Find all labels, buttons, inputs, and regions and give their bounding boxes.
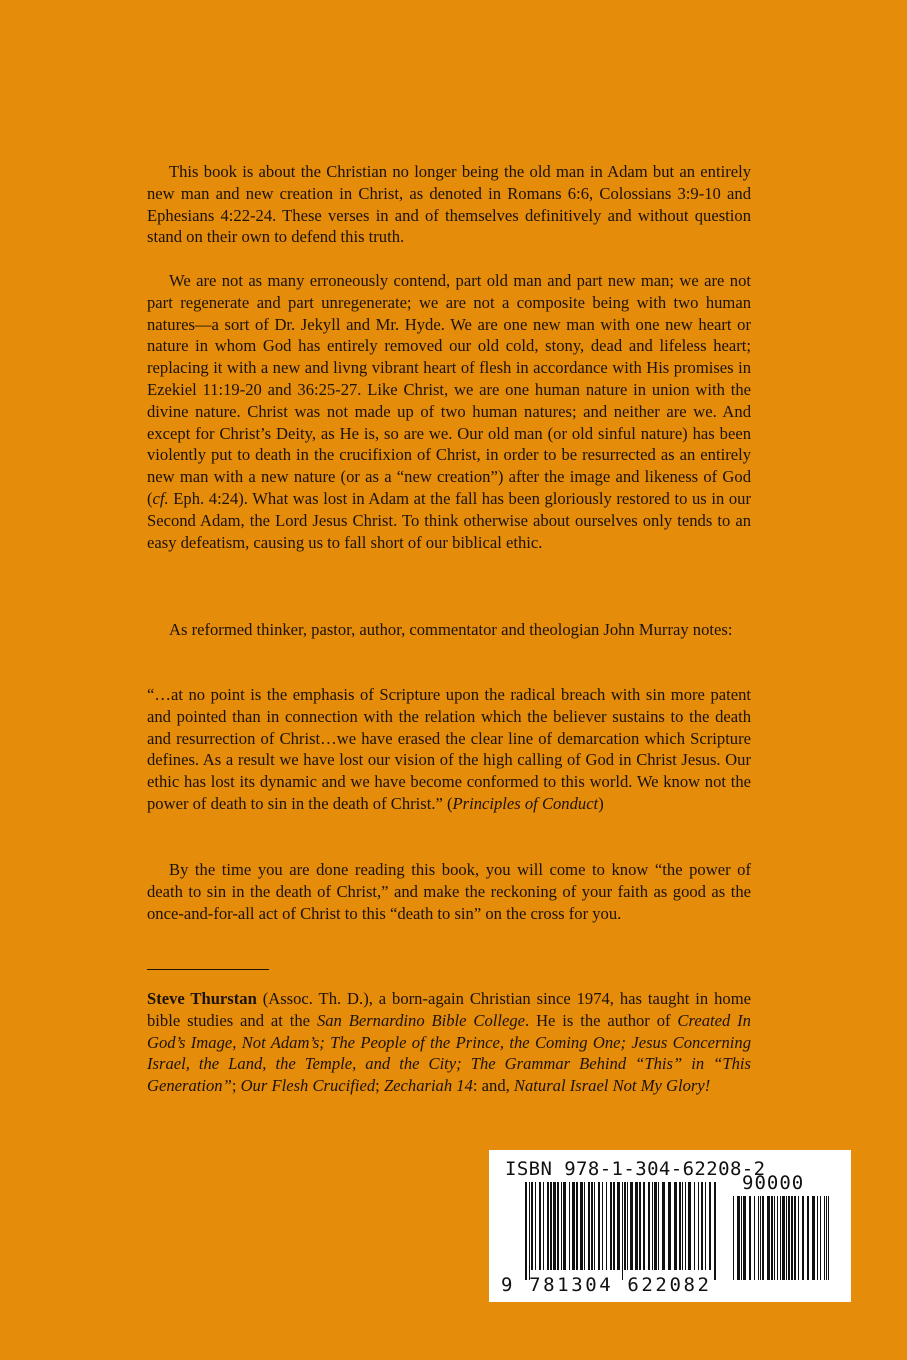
barcode-bar — [627, 1182, 628, 1270]
addon-bar — [824, 1196, 825, 1280]
addon-bar — [771, 1196, 773, 1280]
bio-book-zechariah: Zechariah 14 — [383, 1076, 473, 1096]
barcode-bar — [580, 1182, 583, 1270]
ean-digits: 9 781304 622082 — [501, 1274, 712, 1296]
addon-bar — [817, 1196, 818, 1280]
addon-bar — [802, 1196, 804, 1280]
bio-book-flesh: Our Flesh Crucified — [240, 1076, 376, 1096]
addon-bar — [812, 1196, 815, 1280]
barcode-bar — [547, 1182, 549, 1270]
barcode-bar — [639, 1182, 641, 1270]
barcode-bar — [557, 1182, 559, 1270]
addon-bar — [807, 1196, 809, 1280]
addon-bar — [820, 1196, 821, 1280]
barcode-box — [489, 1150, 851, 1302]
barcode-bar — [613, 1182, 615, 1270]
barcode-bar — [701, 1182, 703, 1270]
new-man-text-2: Eph. 4:24). What was lost in Adam at the fall has been gloriously restored to us in our Second Adam, the Lord Jesus Christ. To think otherwise about ourselves only tends to an easy defeatism, causing us to fall short of our biblical ethic. — [147, 488, 751, 552]
barcode-bar — [709, 1182, 711, 1270]
barcode-bar — [539, 1182, 541, 1270]
barcode-bar — [602, 1182, 603, 1270]
barcode-bar — [658, 1182, 659, 1270]
addon-bar — [760, 1196, 761, 1280]
barcode-bar — [576, 1182, 578, 1270]
addon-bar — [798, 1196, 799, 1280]
barcode-bar — [643, 1182, 645, 1270]
bio-text-3: ; — [231, 1076, 241, 1096]
addon-bar — [767, 1196, 770, 1280]
barcode-bar — [679, 1182, 681, 1270]
bio-college: San Bernardino Bible College — [316, 1010, 526, 1030]
barcode-bar — [535, 1182, 536, 1270]
quote-text: “…at no point is the emphasis of Scripture upon the radical breach with sin more patent and pointed than in connection with the relation which the believer sustains to the death and resurrection of Christ…we have erased the clear line of demarcation which Scripture defines. As a result we have lost our vision of the high calling of God in Christ Jesus. Our ethic has lost its dynamic and we have become conformed to this world. We know not the power of death to sin in the death of Christ.” ( — [147, 685, 751, 813]
bio-text-5: : and, — [472, 1076, 514, 1096]
barcode-bar — [694, 1182, 695, 1270]
barcode-bar — [569, 1182, 570, 1270]
barcode-bar — [563, 1182, 566, 1270]
barcode-bar — [553, 1182, 556, 1270]
barcode-bar — [698, 1182, 699, 1270]
barcode-bar — [617, 1182, 620, 1270]
quote-close: ) — [598, 793, 604, 813]
addon-bar — [774, 1196, 775, 1280]
barcode-bar — [561, 1182, 562, 1270]
barcode-bar — [550, 1182, 552, 1270]
bio-text-4: ; — [375, 1076, 384, 1096]
barcode-bar — [588, 1182, 590, 1270]
addon-bar — [782, 1196, 785, 1280]
addon-bar — [794, 1196, 796, 1280]
bio-book-list: Created In God’s Image, Not Adam’s; The People of the Prince, the Coming One; Jesus Concerning Israel, the Land, the Temple, and the City; The Grammar Behind “This” in “This Generation” — [147, 1010, 751, 1096]
author-name: Steve Thurstan — [147, 989, 257, 1008]
barcode-bar — [610, 1182, 612, 1270]
barcode-bar — [591, 1182, 593, 1270]
barcode-bar — [674, 1182, 677, 1270]
addon-bar — [828, 1196, 829, 1280]
addon-bar — [743, 1196, 746, 1280]
murray-quote — [147, 684, 751, 815]
murray-intro-paragraph: As reformed thinker, pastor, author, commentator and theologian John Murray notes: — [169, 620, 733, 639]
isbn-label: ISBN 978-1-304-62208-2 — [505, 1158, 766, 1180]
barcode-bar — [572, 1182, 575, 1270]
bio-divider — [147, 969, 269, 970]
barcode-bar — [543, 1182, 544, 1270]
barcode-bar — [685, 1182, 686, 1270]
barcode-bar — [598, 1182, 600, 1270]
addon-bar — [733, 1196, 734, 1280]
cf-abbreviation: cf. — [152, 488, 169, 508]
barcode-bar — [531, 1182, 533, 1270]
barcode-bar — [635, 1182, 638, 1270]
barcode-bar — [714, 1182, 716, 1280]
quote-source: Principles of Conduct — [452, 793, 599, 813]
addon-bar — [749, 1196, 751, 1280]
addon-bar — [754, 1196, 755, 1280]
barcode-bar — [648, 1182, 650, 1270]
barcode-bar — [525, 1182, 527, 1280]
price-code: 90000 — [742, 1172, 805, 1194]
barcode-bar — [630, 1182, 633, 1270]
barcode-bar — [705, 1182, 706, 1270]
barcode-bar — [668, 1182, 671, 1270]
addon-bar — [758, 1196, 759, 1280]
barcode-bar — [529, 1182, 530, 1280]
addon-bar — [777, 1196, 778, 1280]
barcode-bar — [594, 1182, 595, 1270]
barcode-bar — [622, 1182, 623, 1280]
addon-bar — [737, 1196, 740, 1280]
barcode-bar — [606, 1182, 607, 1270]
author-bio — [147, 988, 751, 1097]
closing-paragraph: By the time you are done reading this book, you will come to know “the power of death to sin in the death of Christ,” and make the reckoning of your faith as good as the once-and-for-all act of Christ to this “death to sin” on the cross for you. — [147, 860, 751, 923]
addon-bar — [762, 1196, 764, 1280]
barcode-bar — [652, 1182, 653, 1270]
barcode-bar — [654, 1182, 657, 1270]
addon-bar — [786, 1196, 787, 1280]
bio-text-2: . He is the author of — [525, 1010, 678, 1030]
intro-paragraph: This book is about the Christian no longer being the old man in Adam but an entirely new man and new creation in Christ, as denoted in Romans 6:6, Colossians 3:9-10 and Ephesians 4:22-24. These verses in and of themselves definitively and without question stand on their own to defend this truth. — [147, 162, 751, 247]
bio-book-israel: Natural Israel Not My Glory! — [513, 1076, 711, 1096]
new-man-paragraph — [147, 270, 751, 553]
addon-bar — [826, 1196, 827, 1280]
addon-bar — [788, 1196, 790, 1280]
barcode-bar — [584, 1182, 585, 1270]
barcode-bar — [624, 1182, 626, 1270]
barcode-bar — [662, 1182, 665, 1270]
new-man-text-1: We are not as many erroneously contend, part old man and part new man; we are not part regenerate and part unregenerate; we are not a composite being with two human natures—a sort of Dr. Jekyll and Mr. Hyde. We are one new man with one new heart or nature in whom God has entirely removed our old cold, stony, dead and lifeless heart; replacing it with a new and livng vibrant heart of flesh in accordance with His promises in Ezekiel 11:19-20 and 36:25-27. Like Christ, we are one human nature in union with the divine nature. Christ was not made up of two human natures; and neither are we. And except for Christ’s Deity, as He is, so are we. Our old man (or old sinful nature) has been violently put to death in the crucifixion of Christ, in order to be resurrected as an entirely new man with a new nature (or as a “new creation”) after the image and likeness of God ( — [147, 271, 751, 508]
addon-bar — [791, 1196, 793, 1280]
barcode-bar — [688, 1182, 691, 1270]
addon-bar — [780, 1196, 781, 1280]
barcode-bar — [682, 1182, 683, 1270]
bio-text-1: (Assoc. Th. D.), a born-again Christian since 1974, has taught in home bible studies and at the — [147, 989, 751, 1030]
addon-bar — [741, 1196, 742, 1280]
